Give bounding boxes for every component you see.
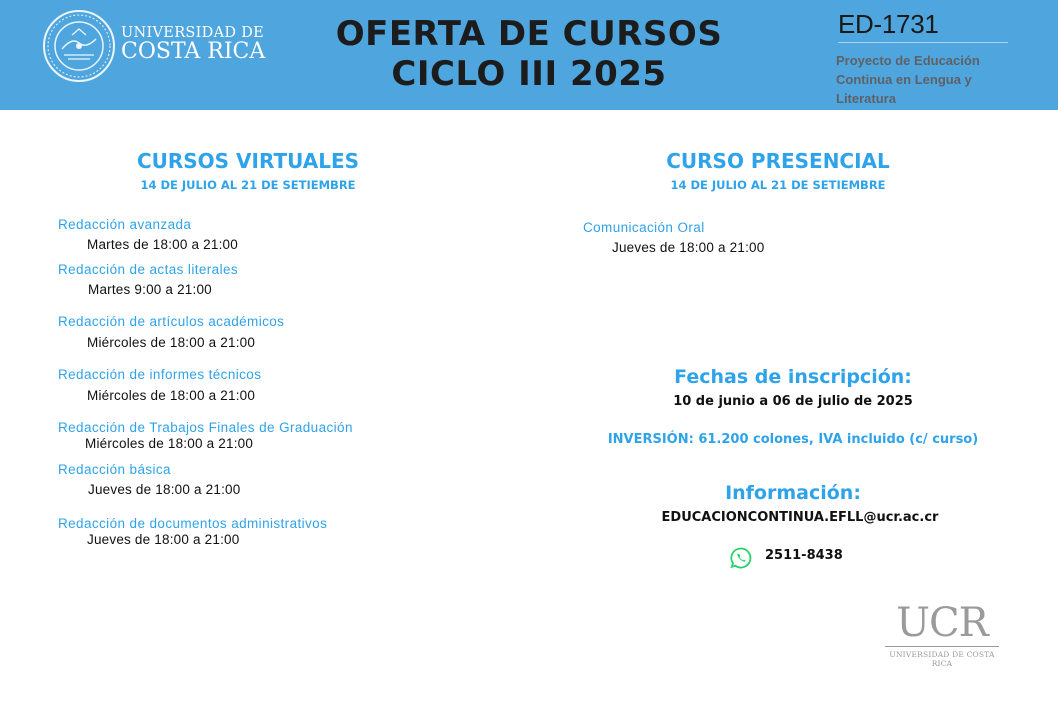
course-name: Comunicación Oral bbox=[583, 220, 705, 235]
project-name bbox=[836, 51, 1026, 108]
header-banner bbox=[0, 0, 1058, 110]
page-title bbox=[300, 14, 758, 94]
registration-dates: 10 de junio a 06 de julio de 2025 bbox=[673, 394, 913, 409]
course-schedule: Jueves de 18:00 a 21:00 bbox=[87, 532, 240, 547]
whatsapp-icon bbox=[730, 547, 752, 569]
course-name: Redacción de documentos administrativos bbox=[58, 516, 328, 531]
university-name bbox=[121, 26, 265, 63]
course-schedule: Miércoles de 18:00 a 21:00 bbox=[87, 335, 256, 350]
virtual-courses-title: CURSOS VIRTUALES bbox=[136, 149, 360, 173]
contact-phone[interactable]: 2511-8438 bbox=[765, 548, 843, 563]
course-name: Redacción de actas literales bbox=[58, 262, 239, 277]
course-name: Redacción de artículos académicos bbox=[58, 314, 285, 329]
project-code: ED-1731 bbox=[838, 9, 939, 39]
project-name-line1: Proyecto de Educación bbox=[836, 53, 980, 68]
course-schedule: Miércoles de 18:00 a 21:00 bbox=[85, 436, 254, 451]
course-schedule: Martes 9:00 a 21:00 bbox=[88, 282, 212, 297]
presential-course-dates: 14 DE JULIO AL 21 DE SETIEMBRE bbox=[670, 178, 886, 192]
ucr-logo-rule bbox=[885, 646, 999, 647]
information-title: Información: bbox=[725, 482, 861, 504]
ucr-logo-subtext: UNIVERSIDAD DE COSTA RICA bbox=[889, 650, 995, 668]
ucr-logo bbox=[884, 600, 1000, 668]
university-name-line2: COSTA RICA bbox=[121, 39, 266, 64]
university-name-line1: UNIVERSIDAD DE bbox=[121, 25, 265, 41]
virtual-courses-dates: 14 DE JULIO AL 21 DE SETIEMBRE bbox=[140, 178, 356, 192]
registration-title: Fechas de inscripción: bbox=[674, 366, 912, 388]
page-title-line2: CICLO III 2025 bbox=[391, 54, 667, 94]
project-name-line3: Literatura bbox=[836, 91, 896, 106]
presential-course-heading bbox=[628, 149, 928, 192]
virtual-courses-heading bbox=[98, 149, 398, 192]
course-name: Redacción de Trabajos Finales de Graduación bbox=[58, 420, 353, 435]
course-name: Redacción avanzada bbox=[58, 217, 192, 232]
project-name-line2: Continua en Lengua y bbox=[836, 72, 972, 87]
university-seal-icon bbox=[42, 9, 116, 83]
course-schedule: Jueves de 18:00 a 21:00 bbox=[88, 482, 241, 497]
course-name: Redacción de informes técnicos bbox=[58, 367, 262, 382]
ucr-logo-text: UCR bbox=[896, 600, 988, 646]
presential-course-title: CURSO PRESENCIAL bbox=[666, 149, 890, 173]
course-schedule: Martes de 18:00 a 21:00 bbox=[87, 237, 238, 252]
page-title-line1: OFERTA DE CURSOS bbox=[335, 14, 723, 54]
course-schedule: Jueves de 18:00 a 21:00 bbox=[612, 240, 765, 255]
contact-email[interactable]: EDUCACIONCONTINUA.EFLL@ucr.ac.cr bbox=[661, 510, 939, 525]
course-schedule: Miércoles de 18:00 a 21:00 bbox=[87, 388, 256, 403]
course-name: Redacción básica bbox=[58, 462, 171, 477]
investment-text: INVERSIÓN: 61.200 colones, IVA incluido (c/ curso) bbox=[607, 432, 979, 447]
code-divider bbox=[838, 42, 1008, 43]
